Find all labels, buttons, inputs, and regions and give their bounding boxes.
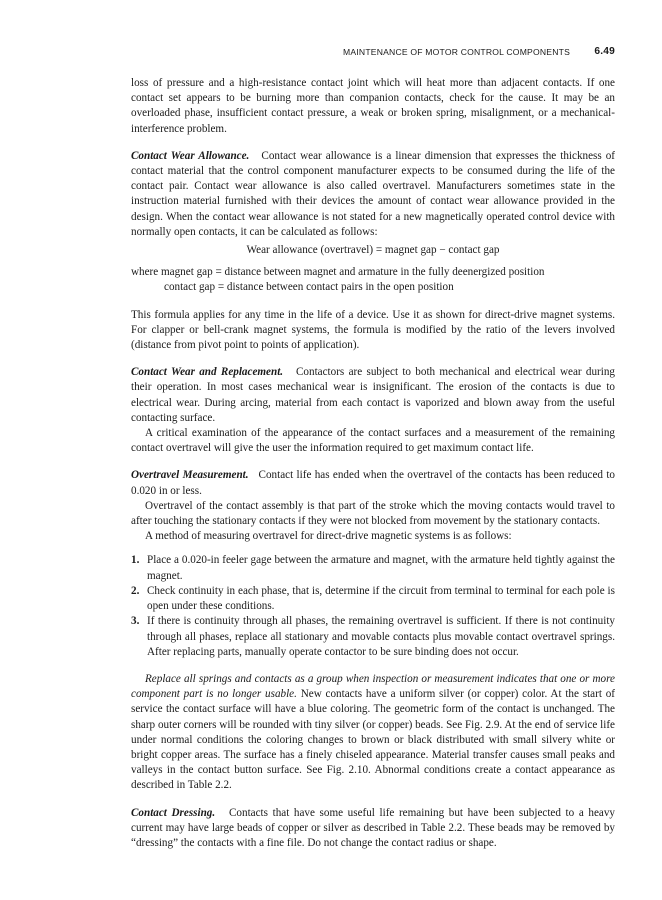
- paragraph-critical-examination: A critical examination of the appearance of the contact surfaces and a measurement of the remaining contact overtravel will give the user the information required to get maximum contact life.: [131, 427, 615, 455]
- running-title: MAINTENANCE OF MOTOR CONTROL COMPONENTS: [343, 47, 570, 57]
- paragraph-overtravel-definition: Overtravel of the contact assembly is that part of the stroke which the moving contacts would travel to after touching the stationary contacts if they were not blocked from movement by the stationary contacts.: [131, 499, 615, 528]
- replace-text: New contacts have a uniform silver (or copper) color. At the start of service the contact surface will have a blue coloring. The geometric form of the contact is unchanged. The sharp outer corners will be rounded with tiny silver (or copper) beads. See Fig. 2.9. At the end of service life under normal conditions the coloring changes to brown or black distributed with small silvery white or bright copper areas. The surface has a finely chiseled appearance. Material transfer causes small peaks and valleys in the contact button surface. See Fig. 2.10. Abnormal conditions create a contact appearance as described in Table 2.2.: [131, 688, 615, 792]
- paragraph-replace-springs: [131, 672, 615, 794]
- heading-wear-allowance: Contact Wear Allowance.: [131, 149, 250, 162]
- step-number: 1.: [131, 554, 140, 567]
- replace-italic-text: Replace all springs and contacts as a group when inspection or measurement indicates that one or more component part is no longer usable.: [131, 672, 615, 701]
- list-item: [131, 584, 615, 614]
- wear-allowance-text: Contact wear allowance is a linear dimension that expresses the thickness of contact material that the control component manufacturer expects to be consumed during the life of the contact pair. Contact wear allowance is also called overtravel. Manufacturers sometimes state in the instruction material furnished with their devices the amount of contact wear allowance provided in the design. When the contact wear allowance is not stated for a new magnetically operated control device with normally open contacts, it can be calculated as follows:: [131, 149, 615, 238]
- page-header: [131, 46, 615, 60]
- section-overtravel: [131, 468, 615, 498]
- formula-wear-allowance: Wear allowance (overtravel) = magnet gap − contact gap: [246, 244, 500, 257]
- paragraph-method-intro: A method of measuring overtravel for direct-drive magnetic systems is as follows:: [145, 530, 512, 543]
- step-number: 3.: [131, 615, 140, 628]
- section-wear-allowance: [131, 149, 615, 240]
- paragraph-formula-applies: This formula applies for any time in the life of a device. Use it as shown for direct-drive magnet systems. For clapper or bell-crank magnet systems, the formula is modified by the ratio of the levers involved (distance from pivot point to points of application).: [131, 308, 615, 352]
- definition-magnet-gap: where magnet gap = distance between magnet and armature in the fully deenergized position: [131, 266, 545, 279]
- step-text: Check continuity in each phase, that is, determine if the circuit from terminal to terminal for each pole is open under these conditions.: [147, 584, 615, 613]
- paragraph-continued: loss of pressure and a high-resistance contact joint which will heat more than adjacent contacts. If one contact set appears to be burning more than companion contacts, check for the cause. It may be an overloaded phase, insufficient contact pressure, a weak or broken spring, misalignment, or a mechanical-interference problem.: [131, 77, 615, 135]
- step-text: If there is continuity through all phases, the remaining overtravel is sufficient. If there is not continuity through all phases, replace all stationary and movable contacts plus movable contact overtravel springs. After replacing parts, manually operate contactor to be sure binding does not occur.: [147, 615, 615, 658]
- list-item: [131, 614, 615, 660]
- section-wear-replacement: [131, 365, 615, 426]
- heading-overtravel: Overtravel Measurement.: [131, 469, 249, 482]
- dressing-text: Contacts that have some useful life remaining but have been subjected to a heavy current may have large beads of copper or silver as described in Table 2.2. These beads may be removed by “dressing” the contacts with a fine file. Do not change the contact radius or shape.: [131, 806, 615, 849]
- page-number: 6.49: [594, 46, 615, 57]
- overtravel-steps: [131, 553, 615, 659]
- step-text: Place a 0.020-in feeler gage between the armature and magnet, with the armature held tightly against the magnet.: [147, 554, 615, 582]
- definition-contact-gap: contact gap = distance between contact pairs in the open position: [164, 281, 454, 294]
- list-item: [131, 553, 615, 583]
- section-dressing: [131, 806, 615, 852]
- heading-dressing: Contact Dressing.: [131, 806, 216, 819]
- page-body: [131, 76, 615, 851]
- formula-definitions: [131, 265, 615, 295]
- overtravel-text: Contact life has ended when the overtravel of the contacts has been reduced to 0.020 in or less.: [131, 469, 615, 497]
- step-number: 2.: [131, 584, 140, 597]
- wear-replacement-text: Contactors are subject to both mechanical and electrical wear during their operation. In most cases mechanical wear is insignificant. The erosion of the contacts is due to electrical wear. During arcing, material from each contact is vaporized and blown away from the useful contacting surface.: [131, 366, 615, 424]
- heading-wear-replacement: Contact Wear and Replacement.: [131, 366, 284, 379]
